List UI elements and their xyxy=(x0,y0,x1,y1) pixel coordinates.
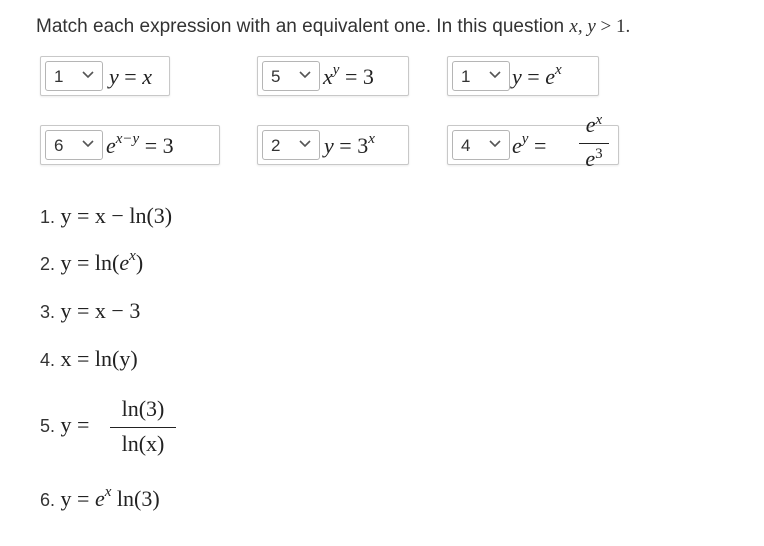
select-value: 4 xyxy=(461,136,471,155)
expression-4: $e^{x-y} = 3$ xyxy=(106,131,174,158)
option-number: 2. xyxy=(40,254,56,274)
answer-option-2 xyxy=(40,250,143,276)
option-number: 5. xyxy=(40,416,56,436)
expression-5: $y = 3^x$ xyxy=(324,131,375,158)
match-item-2 xyxy=(257,56,409,96)
select-value: 2 xyxy=(271,136,281,155)
option-number: 6. xyxy=(40,490,56,510)
option-expression: x = ln(y) xyxy=(60,346,138,371)
expression-3: $y = e^x$ xyxy=(512,62,562,89)
answer-option-3 xyxy=(40,298,140,324)
prompt-condition-rel: > 1. xyxy=(595,16,631,37)
answer-select-4[interactable] xyxy=(45,130,103,160)
expression-6-fraction xyxy=(579,112,609,182)
match-item-1 xyxy=(40,56,170,96)
fraction-bar xyxy=(110,427,176,428)
answer-option-1 xyxy=(40,203,172,229)
option-expression: $y = e^x$ ln(3) xyxy=(60,484,160,511)
answer-option-4 xyxy=(40,346,138,372)
fraction-bar xyxy=(579,143,609,144)
answer-select-3[interactable] xyxy=(452,61,510,91)
select-value: 1 xyxy=(54,67,64,86)
select-value: 5 xyxy=(271,67,281,86)
select-value: 1 xyxy=(461,67,471,86)
option-number: 1. xyxy=(40,207,56,227)
answer-select-2[interactable] xyxy=(262,61,320,91)
option-expression: $y = \ln(e^x)$ xyxy=(60,248,144,275)
option-number: 3. xyxy=(40,302,56,322)
fraction-denominator: ln(x) xyxy=(121,431,165,456)
chevron-down-icon xyxy=(489,140,501,148)
chevron-down-icon xyxy=(299,140,311,148)
answer-option-6 xyxy=(40,486,160,512)
fraction-numerator: $e^x$ xyxy=(585,112,603,137)
answer-select-1[interactable] xyxy=(45,61,103,91)
answer-option-5 xyxy=(40,412,89,438)
question-prompt xyxy=(36,16,630,38)
expression-6-lhs: $e^y$ = xyxy=(512,131,547,158)
option-lhs: y = xyxy=(60,412,90,437)
fraction-numerator: ln(3) xyxy=(121,396,165,421)
match-item-3 xyxy=(447,56,599,96)
expression-1: y = x xyxy=(109,64,152,89)
chevron-down-icon xyxy=(489,71,501,79)
option-expression: y = x − ln(3) xyxy=(60,203,173,228)
prompt-condition-vars: x, y xyxy=(569,16,596,37)
chevron-down-icon xyxy=(299,71,311,79)
expression-2: $x^y = 3$ xyxy=(323,62,374,89)
prompt-text: Match each expression with an equivalent one. In this question xyxy=(36,16,570,37)
answer-select-5[interactable] xyxy=(262,130,320,160)
answer-select-6[interactable] xyxy=(452,130,510,160)
answer-option-5-fraction xyxy=(110,396,176,466)
chevron-down-icon xyxy=(82,71,94,79)
fraction-denominator: $e^3$ xyxy=(585,146,603,171)
match-item-6 xyxy=(447,112,619,171)
select-value: 6 xyxy=(54,136,64,155)
match-item-5 xyxy=(257,125,409,165)
chevron-down-icon xyxy=(82,140,94,148)
match-item-4 xyxy=(40,125,220,165)
option-expression: y = x − 3 xyxy=(60,298,141,323)
option-number: 4. xyxy=(40,350,56,370)
